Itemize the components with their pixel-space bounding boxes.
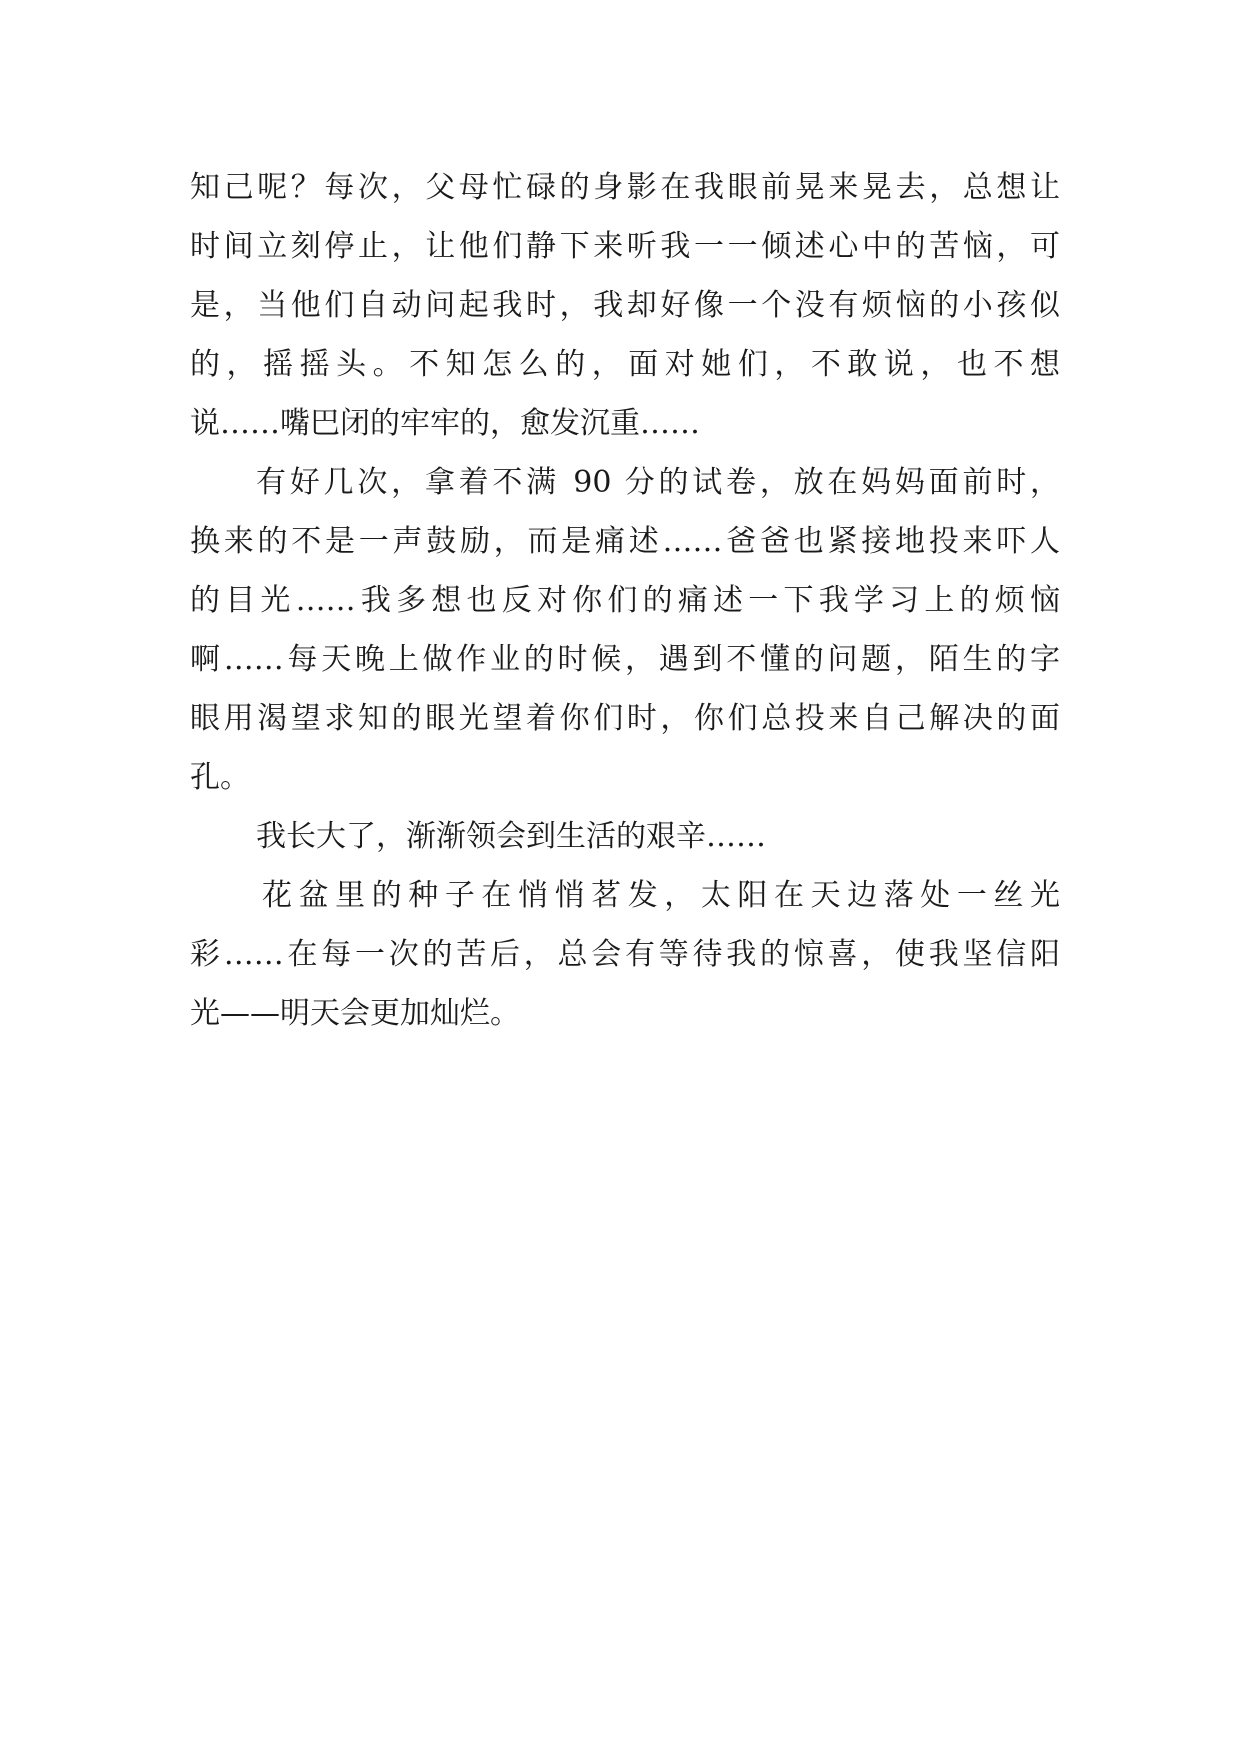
paragraph-2-line-2: 换来的不是一声鼓励，而是痛述……爸爸也紧接地投来吓人	[190, 524, 1060, 559]
paragraph-2-line-6: 孔。	[190, 760, 250, 795]
paragraph-1-line-1: 知己呢？每次，父母忙碌的身影在我眼前晃来晃去，总想让	[190, 170, 1060, 205]
paragraph-1-line-2: 时间立刻停止，让他们静下来听我一一倾述心中的苦恼，可	[190, 229, 1060, 264]
essay-body	[190, 158, 1060, 1043]
paragraph-3-line-1: 我长大了，渐渐领会到生活的艰辛……	[256, 819, 766, 854]
paragraph-1-line-5: 说……嘴巴闭的牢牢的，愈发沉重……	[190, 406, 700, 441]
paragraph-4-line-3: 光——明天会更加灿烂。	[190, 996, 520, 1031]
paragraph-2-line-3: 的目光……我多想也反对你们的痛述一下我学习上的烦恼	[190, 583, 1060, 618]
paragraph-2-line-5: 眼用渴望求知的眼光望着你们时，你们总投来自己解决的面	[190, 701, 1060, 736]
paragraph-1-line-4: 的，摇摇头。不知怎么的，面对她们，不敢说，也不想	[190, 347, 1060, 382]
paragraph-2-line-4: 啊……每天晚上做作业的时候，遇到不懂的问题，陌生的字	[190, 642, 1060, 677]
paragraph-4-line-2: 彩……在每一次的苦后，总会有等待我的惊喜，使我坚信阳	[190, 937, 1060, 972]
paragraph-4-line-1: 花盆里的种子在悄悄茗发，太阳在天边落处一丝光	[262, 878, 1060, 913]
paragraph-2-line-1: 有好几次，拿着不满 90 分的试卷，放在妈妈面前时，	[256, 465, 1060, 500]
paragraph-1-line-3: 是，当他们自动问起我时，我却好像一个没有烦恼的小孩似	[190, 288, 1060, 323]
